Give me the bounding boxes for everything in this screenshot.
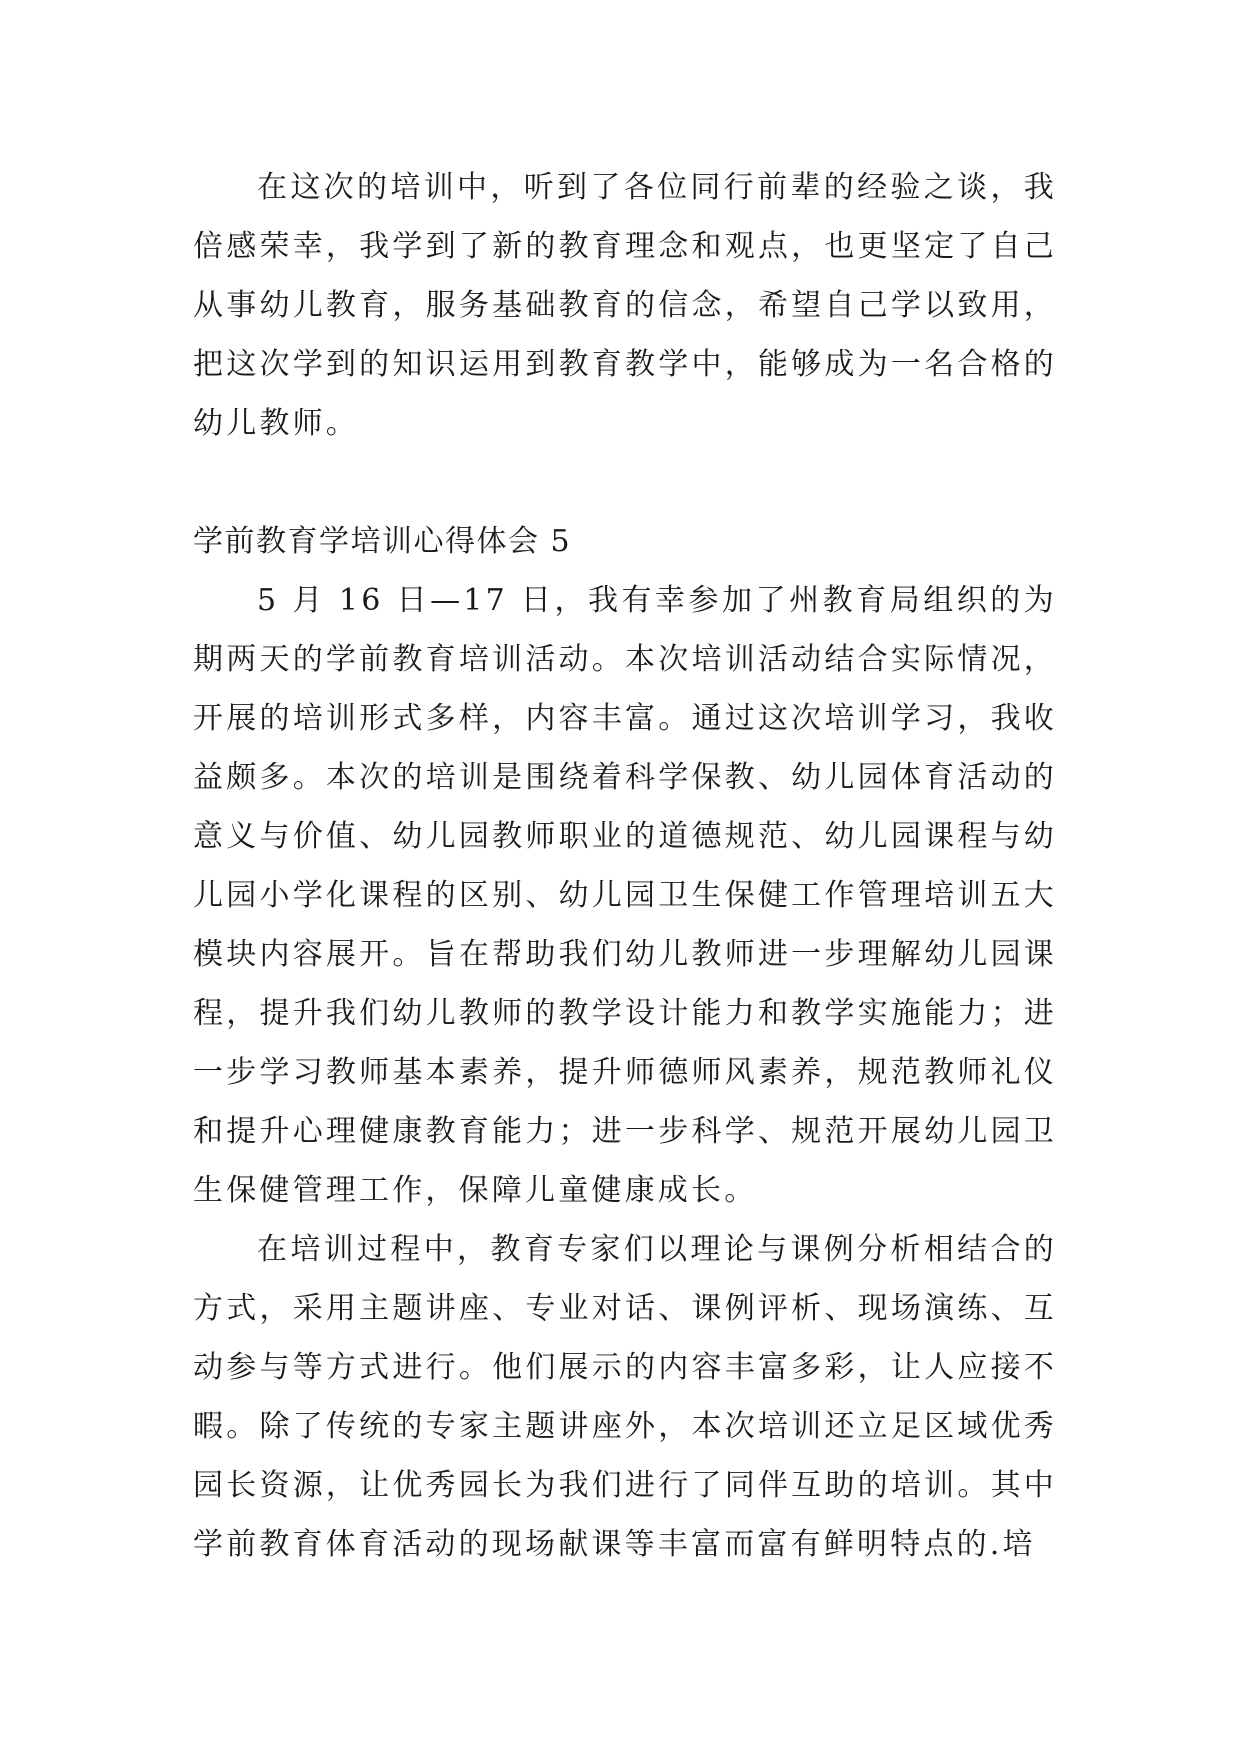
- section-heading: 学前教育学培训心得体会 5: [193, 524, 572, 559]
- body-paragraph-2: 在培训过程中，教育专家们以理论与课例分析相结合的方式，采用主题讲座、专业对话、课例评析、现场演练、互动参与等方式进行。他们展示的内容丰富多彩，让人应接不暇。除了传统的专家主题讲座外，本次培训还立足区域优秀园长资源，让优秀园长为我们进行了同伴互助的培训。其中学前教育体育活动的现场献课等丰富而富有鲜明特点的.培: [193, 1232, 1057, 1562]
- intro-paragraph: 在这次的培训中，听到了各位同行前辈的经验之谈，我倍感荣幸，我学到了新的教育理念和观点，也更坚定了自己从事幼儿教育，服务基础教育的信念，希望自己学以致用，把这次学到的知识运用到教育教学中，能够成为一名合格的幼儿教师。: [193, 170, 1057, 441]
- document-body: [193, 158, 1057, 1574]
- body-paragraph-1: 5 月 16 日—17 日，我有幸参加了州教育局组织的为期两天的学前教育培训活动。本次培训活动结合实际情况，开展的培训形式多样，内容丰富。通过这次培训学习，我收益颇多。本次的培训是围绕着科学保教、幼儿园体育活动的意义与价值、幼儿园教师职业的道德规范、幼儿园课程与幼儿园小学化课程的区别、幼儿园卫生保健工作管理培训五大模块内容展开。旨在帮助我们幼儿教师进一步理解幼儿园课程，提升我们幼儿教师的教学设计能力和教学实施能力；进一步学习教师基本素养，提升师德师风素养，规范教师礼仪和提升心理健康教育能力；进一步科学、规范开展幼儿园卫生保健管理工作，保障儿童健康成长。: [193, 583, 1057, 1208]
